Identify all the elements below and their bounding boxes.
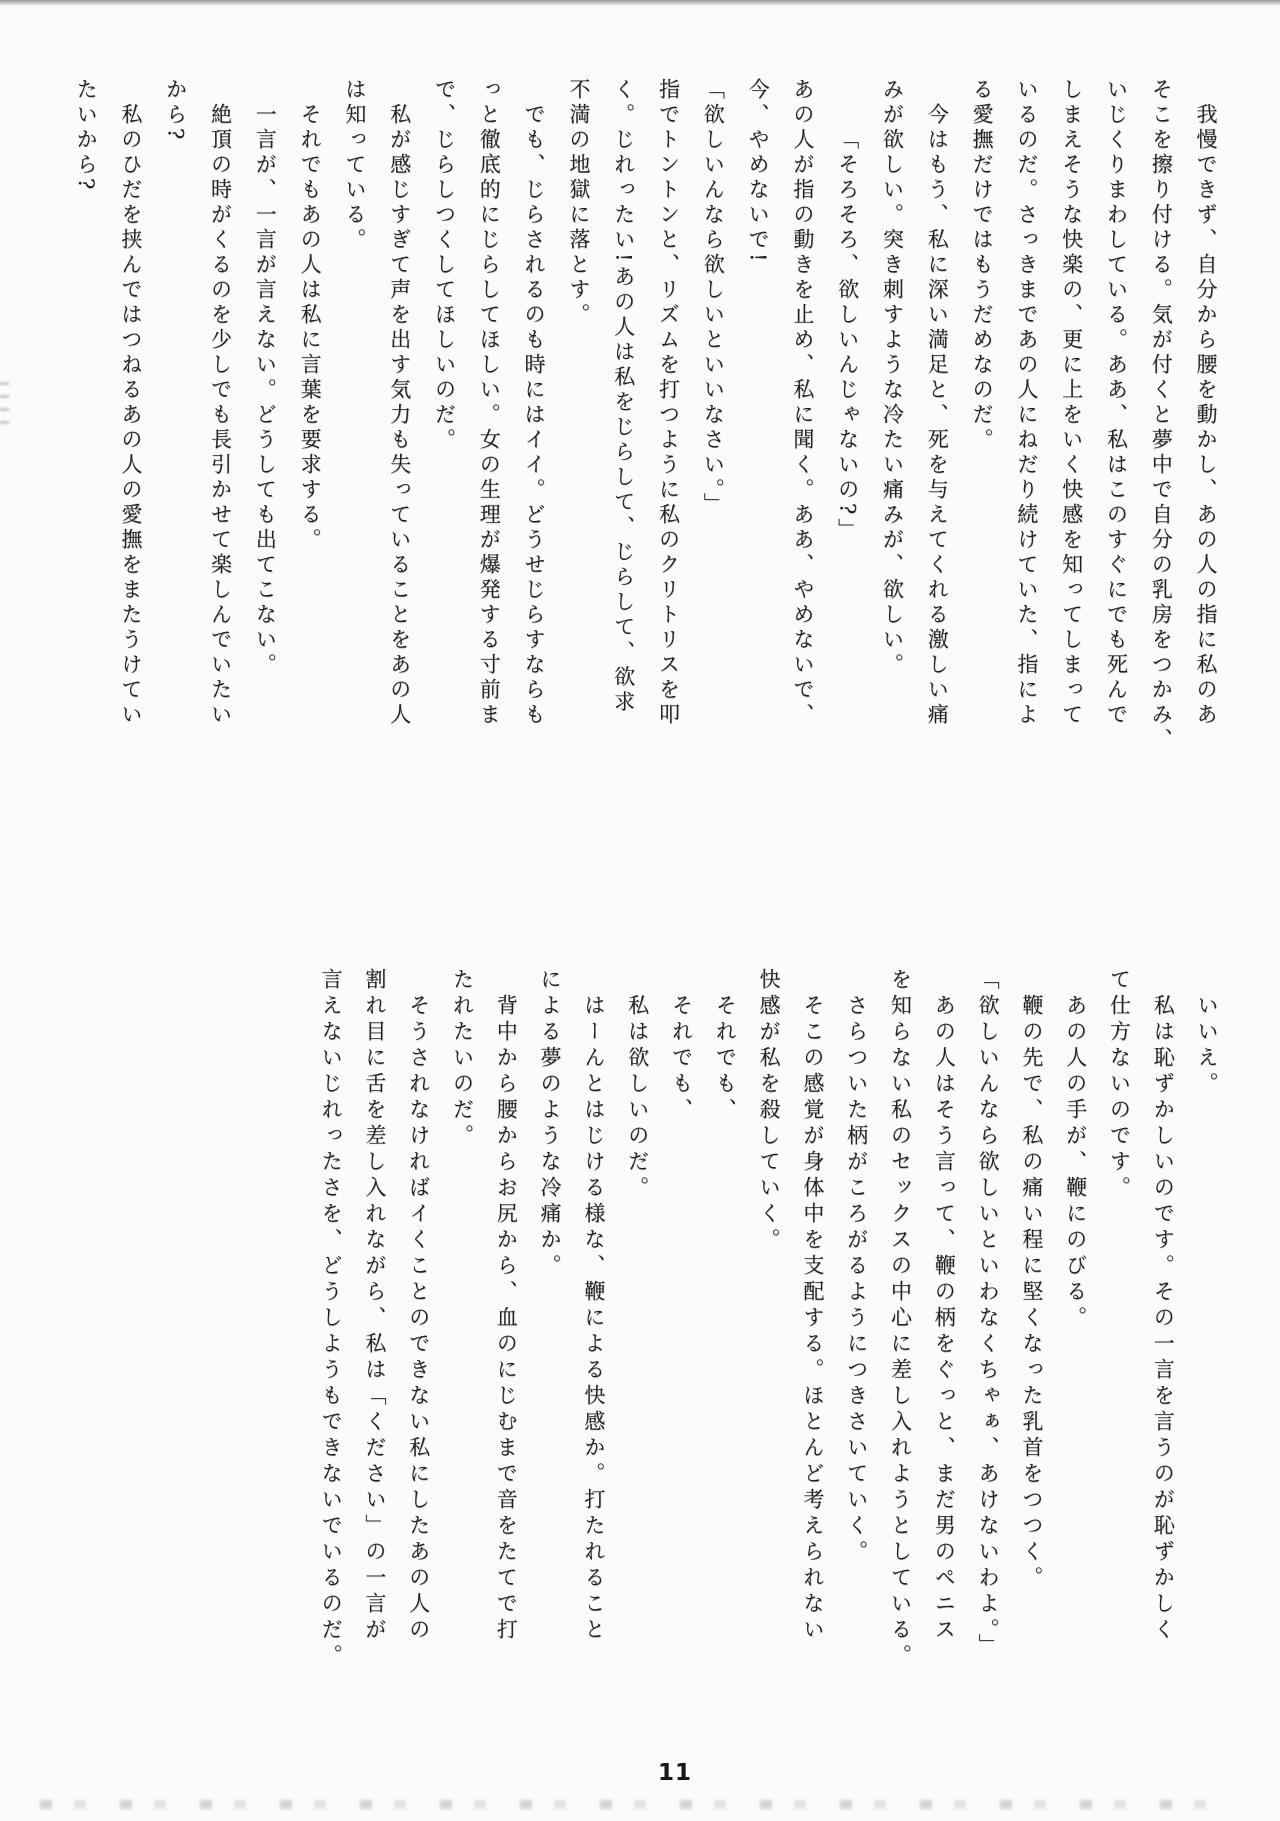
text-column: あの人が指の動きを止め、私に聞く。ああ、やめないで、 (790, 78, 815, 728)
text-column: 私が感じすぎて声を出す気力も失っていることをあの人 (387, 103, 412, 728)
text-column: て仕方ないのです。 (1107, 968, 1132, 1202)
text-column: 私のひだを挟んではつねるあの人の愛撫をまたうけてい (118, 103, 143, 728)
text-column: 我慢できず、自分から腰を動かし、あの人の指に私のあ (1194, 103, 1218, 728)
text-column: による夢のような冷痛か。 (538, 968, 563, 1280)
text-column: あの人はそう言って、鞭の柄をぐっと、まだ男のペニス (932, 994, 957, 1644)
text-column: 背中から腰からお尻から、血のにじむまで音をたてで打 (494, 994, 519, 1644)
text-column: 鞭の先で、私の痛い程に堅くなった乳首をつつく。 (1019, 994, 1044, 1592)
text-column: る愛撫だけではもうだめなのだ。 (970, 78, 995, 453)
text-column: 割れ目に舌を差し入れながら、私は「ください」の一言が (362, 968, 387, 1644)
text-column: そこを擦り付ける。気が付くと夢中で自分の乳房をつかみ、 (1149, 78, 1174, 753)
text-column: みが欲しい。突き刺すような冷たい痛みが、欲しい。 (880, 78, 905, 678)
text-column: 私は恥ずかしいのです。その一言を言うのが恥ずかしく (1151, 994, 1176, 1644)
text-column: 私は欲しいのだ。 (625, 994, 650, 1202)
text-column: から? (163, 78, 188, 144)
text-column: 絶頂の時がくるのを少しでも長引かせて楽しんでいたい (208, 103, 233, 728)
text-column: 「欲しいんなら欲しいといいなさい。」 (701, 78, 726, 518)
text-column: しまえそうな快楽の、更に上をいく快感を知ってしまって (1059, 78, 1084, 728)
scan-artifact-bottom-noise (40, 1800, 1220, 1809)
text-column: いるのだ。さっきまであの人にねだり続けていた、指によ (1014, 78, 1039, 728)
text-column: それでもあの人は私に言葉を要求する。 (298, 103, 323, 553)
text-column: それでも、 (669, 994, 694, 1124)
scan-artifact-left-speckle (0, 382, 9, 432)
text-column: 指でトントンと、リズムを打つように私のクリトリスを叩 (656, 78, 681, 728)
text-column: はーんとはじける様な、鞭による快感か。打たれること (581, 994, 606, 1644)
text-column: そこの感覚が身体中を支配する。ほとんど考えられない (800, 994, 825, 1644)
text-column: く。じれったい!あの人は私をじらして、じらして、欲求 (611, 78, 636, 716)
text-column: で、じらしつくしてほしいのだ。 (432, 78, 457, 453)
text-column: は知っている。 (342, 78, 367, 253)
text-column: 不満の地獄に落とす。 (566, 78, 591, 328)
text-column: 一言が、一言が言えない。どうしても出てこない。 (253, 103, 278, 678)
text-column: いじくりまわしている。ああ、私はこのすぐにでも死んで (1104, 78, 1129, 728)
text-column: 「そろそろ、欲しいんじゃないの?」 (835, 128, 860, 544)
text-column: たれたいのだ。 (450, 968, 475, 1150)
text-column: 「欲しいんなら欲しいといわなくちゃぁ、あけないわよ。」 (976, 968, 1001, 1660)
text-column: 言えないじれったさを、どうしようもできないでいるのだ。 (319, 968, 344, 1670)
scan-artifact-top-edge (0, 0, 1280, 6)
text-column: 今はもう、私に深い満足と、死を与えてくれる激しい痛 (925, 103, 950, 728)
text-column: たいから? (74, 78, 99, 194)
text-column: そうされなければイくことのできない私にしたあの人の (406, 994, 431, 1644)
text-column: あの人の手が、鞭にのびる。 (1063, 994, 1088, 1332)
text-column: でも、じらされるのも時にはイイ。どうせじらすならも (522, 103, 547, 728)
page-number: 11 (658, 1760, 693, 1786)
text-column: それでも、 (713, 994, 738, 1124)
text-column: 快感が私を殺していく。 (757, 968, 782, 1254)
text-column: っと徹底的にじらしてほしい。女の生理が爆発する寸前ま (477, 78, 502, 728)
text-column: いいえ。 (1195, 994, 1219, 1098)
text-column: を知らない私のセックスの中心に差し入れようとしている。 (888, 968, 913, 1670)
text-block-top (63, 78, 1228, 772)
text-column: さらついた柄がころがるようにつきさいていく。 (844, 994, 869, 1566)
text-block-bottom (308, 968, 1228, 1708)
text-column: 今、やめないで! (746, 78, 771, 266)
